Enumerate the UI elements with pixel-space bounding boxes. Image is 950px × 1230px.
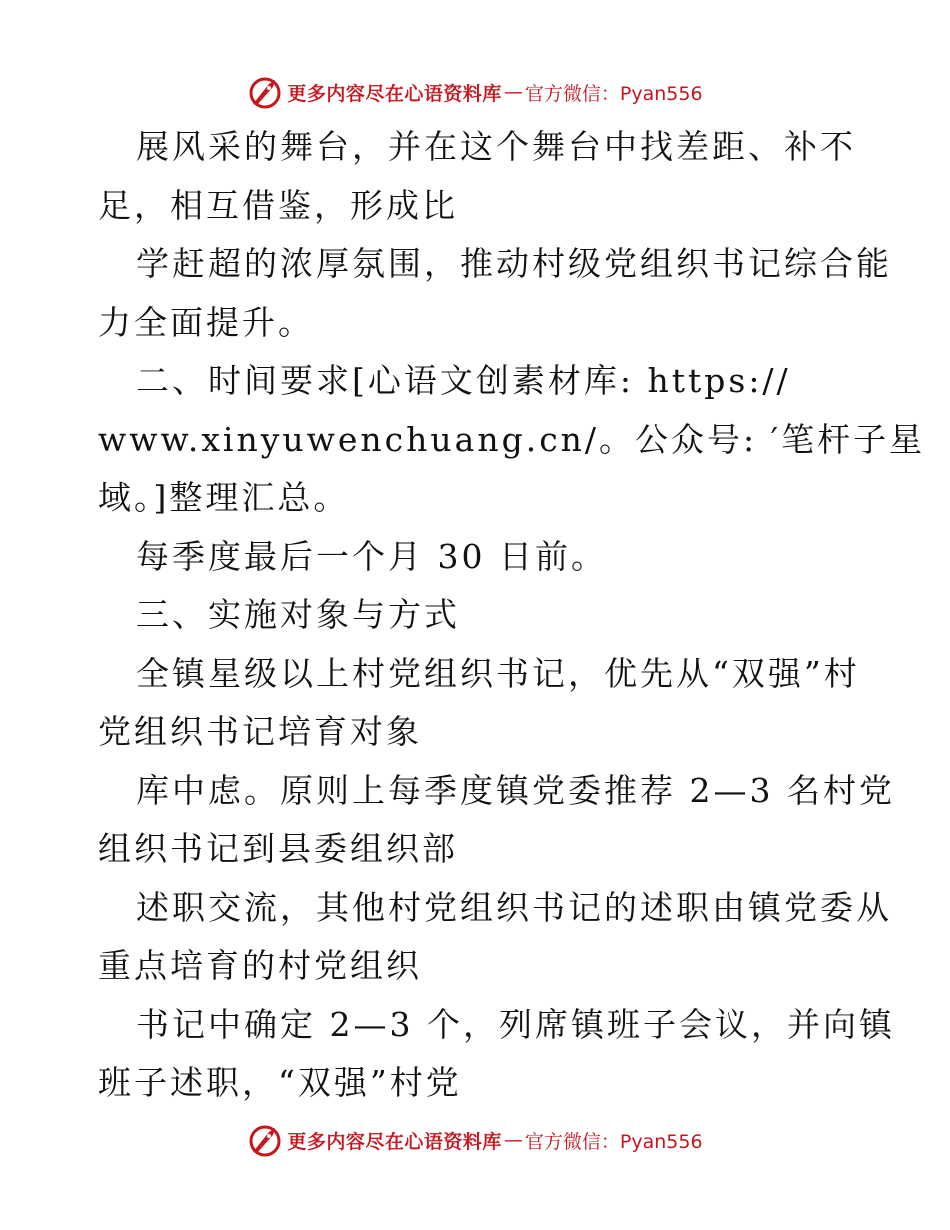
footer-banner-main: 更多内容尽在心语资料库 <box>287 1130 502 1153</box>
text-line: 力全面提升。 <box>98 302 314 342</box>
text-line: 重点培育的村党组织 <box>98 946 422 985</box>
text-line: 党组织书记培育对象 <box>98 712 422 751</box>
text-line: 库中虑。原则上每季度镇党委推荐 2—3 名村党 <box>136 770 895 810</box>
footer-banner-dash: — <box>503 1129 523 1151</box>
text-line: 组织书记到县委组织部 <box>98 829 458 868</box>
text-line: 班子述职，“双强”村党 <box>98 1063 462 1102</box>
header-banner-dash: — <box>503 81 523 103</box>
text-line: 域。]整理汇总。 <box>98 478 350 517</box>
pen-nib-logo-icon <box>247 74 283 110</box>
header-banner <box>0 72 950 112</box>
text-line: www.xinyuwenchuang.cn/。公众号: ′笔杆子星 <box>98 419 926 459</box>
document-body <box>98 118 926 1113</box>
text-line: 全镇星级以上村党组织书记，优先从“双强”村 <box>136 653 860 693</box>
header-banner-main: 更多内容尽在心语资料库 <box>287 82 502 105</box>
footer-banner-wechat: 官方微信：Pyan556 <box>524 1130 703 1153</box>
text-line: 展风采的舞台，并在这个舞台中找差距、补不 <box>136 127 856 166</box>
text-line: 述职交流，其他村党组织书记的述职由镇党委从 <box>136 887 892 927</box>
section-heading: 三、实施对象与方式 <box>136 595 460 634</box>
section-heading: 二、时间要求[心语文创素材库: https:// <box>136 361 791 400</box>
text-line: 学赶超的浓厚氛围，推动村级党组织书记综合能 <box>136 244 892 283</box>
text-line: 足，相互借鉴，形成比 <box>98 185 458 225</box>
footer-banner <box>0 1120 950 1160</box>
pen-nib-logo-icon <box>247 1122 283 1158</box>
header-banner-wechat: 官方微信：Pyan556 <box>524 82 703 105</box>
text-line: 每季度最后一个月 30 日前。 <box>136 536 607 576</box>
text-line: 书记中确定 2—3 个，列席镇班子会议，并向镇 <box>136 1004 895 1044</box>
